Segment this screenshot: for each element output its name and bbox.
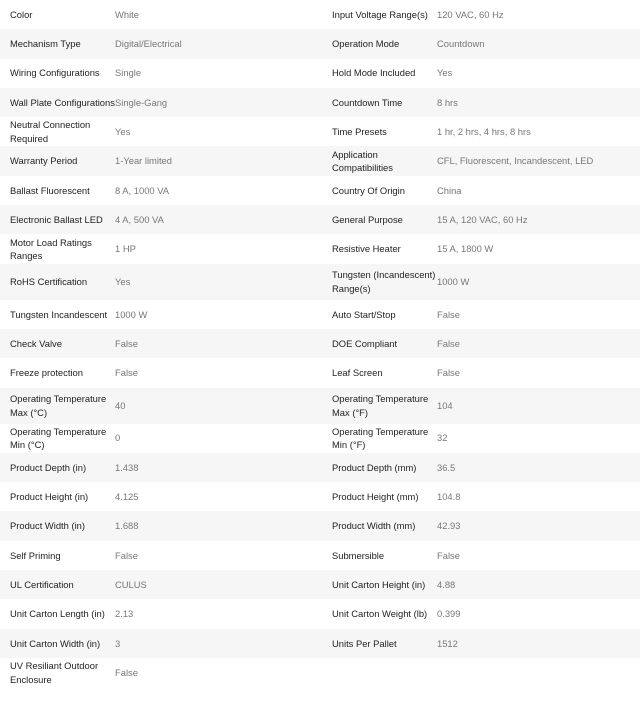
spec-row <box>0 629 640 658</box>
spec-row <box>0 176 640 205</box>
spec-row <box>0 329 640 358</box>
spec-label: Operating Temperature Min (°F) <box>332 425 429 451</box>
spec-row <box>0 599 640 628</box>
spec-label: Product Height (mm) <box>332 491 419 503</box>
spec-label: Operation Mode <box>332 38 400 50</box>
spec-value: 42.93 <box>437 520 461 532</box>
spec-row <box>0 264 640 300</box>
spec-label: Unit Carton Weight (lb) <box>332 608 428 620</box>
spec-label: Motor Load Ratings Ranges <box>10 236 92 262</box>
spec-value: Digital/Electrical <box>115 38 182 50</box>
spec-value: 1000 W <box>115 308 148 320</box>
spec-label: RoHS Certification <box>10 275 88 287</box>
spec-label: Ballast Fluorescent <box>10 184 90 196</box>
spec-value: 1 hr, 2 hrs, 4 hrs, 8 hrs <box>437 126 531 138</box>
spec-label: Product Height (in) <box>10 491 89 503</box>
spec-value: 15 A, 1800 W <box>437 243 494 255</box>
spec-value: 3 <box>115 637 121 649</box>
spec-row <box>0 88 640 117</box>
spec-label: Tungsten Incandescent <box>10 308 108 320</box>
spec-label: Self Priming <box>10 549 61 561</box>
spec-label: Operating Temperature Max (°C) <box>10 393 107 418</box>
spec-value: False <box>115 367 138 379</box>
spec-label: UL Certification <box>10 578 74 590</box>
spec-label: Operating Temperature Max (°F) <box>332 393 429 418</box>
spec-label: Auto Start/Stop <box>332 308 396 320</box>
spec-label: Electronic Ballast LED <box>10 213 103 225</box>
spec-label: Hold Mode Included <box>332 67 416 79</box>
spec-value: 40 <box>115 399 126 411</box>
spec-value: False <box>437 337 460 349</box>
spec-value: 1.438 <box>115 461 139 473</box>
spec-row <box>0 205 640 234</box>
spec-row <box>0 0 640 29</box>
spec-label: Resistive Heater <box>332 243 401 255</box>
spec-value: White <box>115 8 139 20</box>
spec-row <box>0 453 640 482</box>
spec-value: 120 VAC, 60 Hz <box>437 8 504 20</box>
spec-value: 104 <box>437 399 453 411</box>
spec-label: Product Depth (mm) <box>332 461 417 473</box>
spec-label: Freeze protection <box>10 367 83 379</box>
spec-label: Unit Carton Width (in) <box>10 637 101 649</box>
spec-label: General Purpose <box>332 213 403 225</box>
spec-value: 1 HP <box>115 243 136 255</box>
spec-label: Application Compatibilities <box>332 148 393 174</box>
spec-value: False <box>115 549 138 561</box>
spec-label: Color <box>10 8 33 20</box>
spec-label: Unit Carton Length (in) <box>10 608 105 620</box>
spec-row <box>0 482 640 511</box>
spec-value: 2.13 <box>115 608 134 620</box>
spec-value: False <box>115 666 138 678</box>
spec-value: Yes <box>115 275 131 287</box>
spec-value: 0 <box>115 432 121 444</box>
spec-value: 1.688 <box>115 520 139 532</box>
spec-value: 4 A, 500 VA <box>115 213 164 225</box>
spec-label: Country Of Origin <box>332 184 405 196</box>
spec-label: Warranty Period <box>10 155 78 167</box>
spec-value: 36.5 <box>437 461 456 473</box>
spec-label: Product Width (mm) <box>332 520 416 532</box>
spec-value: 0.399 <box>437 608 461 620</box>
spec-row <box>0 29 640 58</box>
spec-label: Wall Plate Configurations <box>10 96 115 108</box>
spec-value: Single-Gang <box>115 96 168 108</box>
spec-row <box>0 511 640 540</box>
spec-label: DOE Compliant <box>332 337 398 349</box>
spec-value: 32 <box>437 432 448 444</box>
spec-label: Tungsten (Incandescent) Range(s) <box>332 269 436 294</box>
spec-label: Operating Temperature Min (°C) <box>10 425 107 451</box>
spec-value: CULUS <box>115 578 147 590</box>
spec-row <box>0 117 640 146</box>
spec-value: CFL, Fluorescent, Incandescent, LED <box>437 155 594 167</box>
spec-value: 15 A, 120 VAC, 60 Hz <box>437 213 528 225</box>
spec-row <box>0 358 640 387</box>
spec-row <box>0 388 640 424</box>
spec-label: Unit Carton Height (in) <box>332 578 426 590</box>
spec-label: Wiring Configurations <box>10 67 100 79</box>
spec-value: Yes <box>437 67 453 79</box>
spec-label: Mechanism Type <box>10 38 81 50</box>
spec-value: 8 hrs <box>437 96 458 108</box>
spec-row <box>0 59 640 88</box>
spec-value: Single <box>115 67 142 79</box>
spec-row <box>0 424 640 453</box>
spec-label: Input Voltage Range(s) <box>332 8 428 20</box>
spec-value: False <box>437 549 460 561</box>
spec-value: 4.88 <box>437 578 456 590</box>
spec-row <box>0 658 640 687</box>
spec-value: Yes <box>115 126 131 138</box>
spec-value: Countdown <box>437 38 485 50</box>
spec-label: Product Depth (in) <box>10 461 87 473</box>
spec-row <box>0 570 640 599</box>
spec-value: China <box>437 184 462 196</box>
spec-label: Time Presets <box>332 126 387 138</box>
spec-value: False <box>115 337 138 349</box>
spec-value: 1512 <box>437 637 458 649</box>
spec-label: Neutral Connection Required <box>10 119 91 144</box>
spec-value: 1000 W <box>437 275 470 287</box>
spec-row <box>0 234 640 263</box>
spec-label: Check Valve <box>10 337 62 349</box>
spec-label: Countdown Time <box>332 96 403 108</box>
spec-label: Product Width (in) <box>10 520 86 532</box>
spec-value: 1-Year limited <box>115 155 172 167</box>
spec-row <box>0 541 640 570</box>
spec-value: False <box>437 308 460 320</box>
spec-row <box>0 146 640 175</box>
spec-label: Submersible <box>332 549 385 561</box>
spec-value: 4.125 <box>115 491 139 503</box>
spec-label: Leaf Screen <box>332 367 383 379</box>
spec-value: 104.8 <box>437 491 461 503</box>
spec-row <box>0 300 640 329</box>
spec-value: False <box>437 367 460 379</box>
spec-value: 8 A, 1000 VA <box>115 184 170 196</box>
spec-label: Units Per Pallet <box>332 637 397 649</box>
spec-label: UV Resiliant Outdoor Enclosure <box>10 660 99 685</box>
